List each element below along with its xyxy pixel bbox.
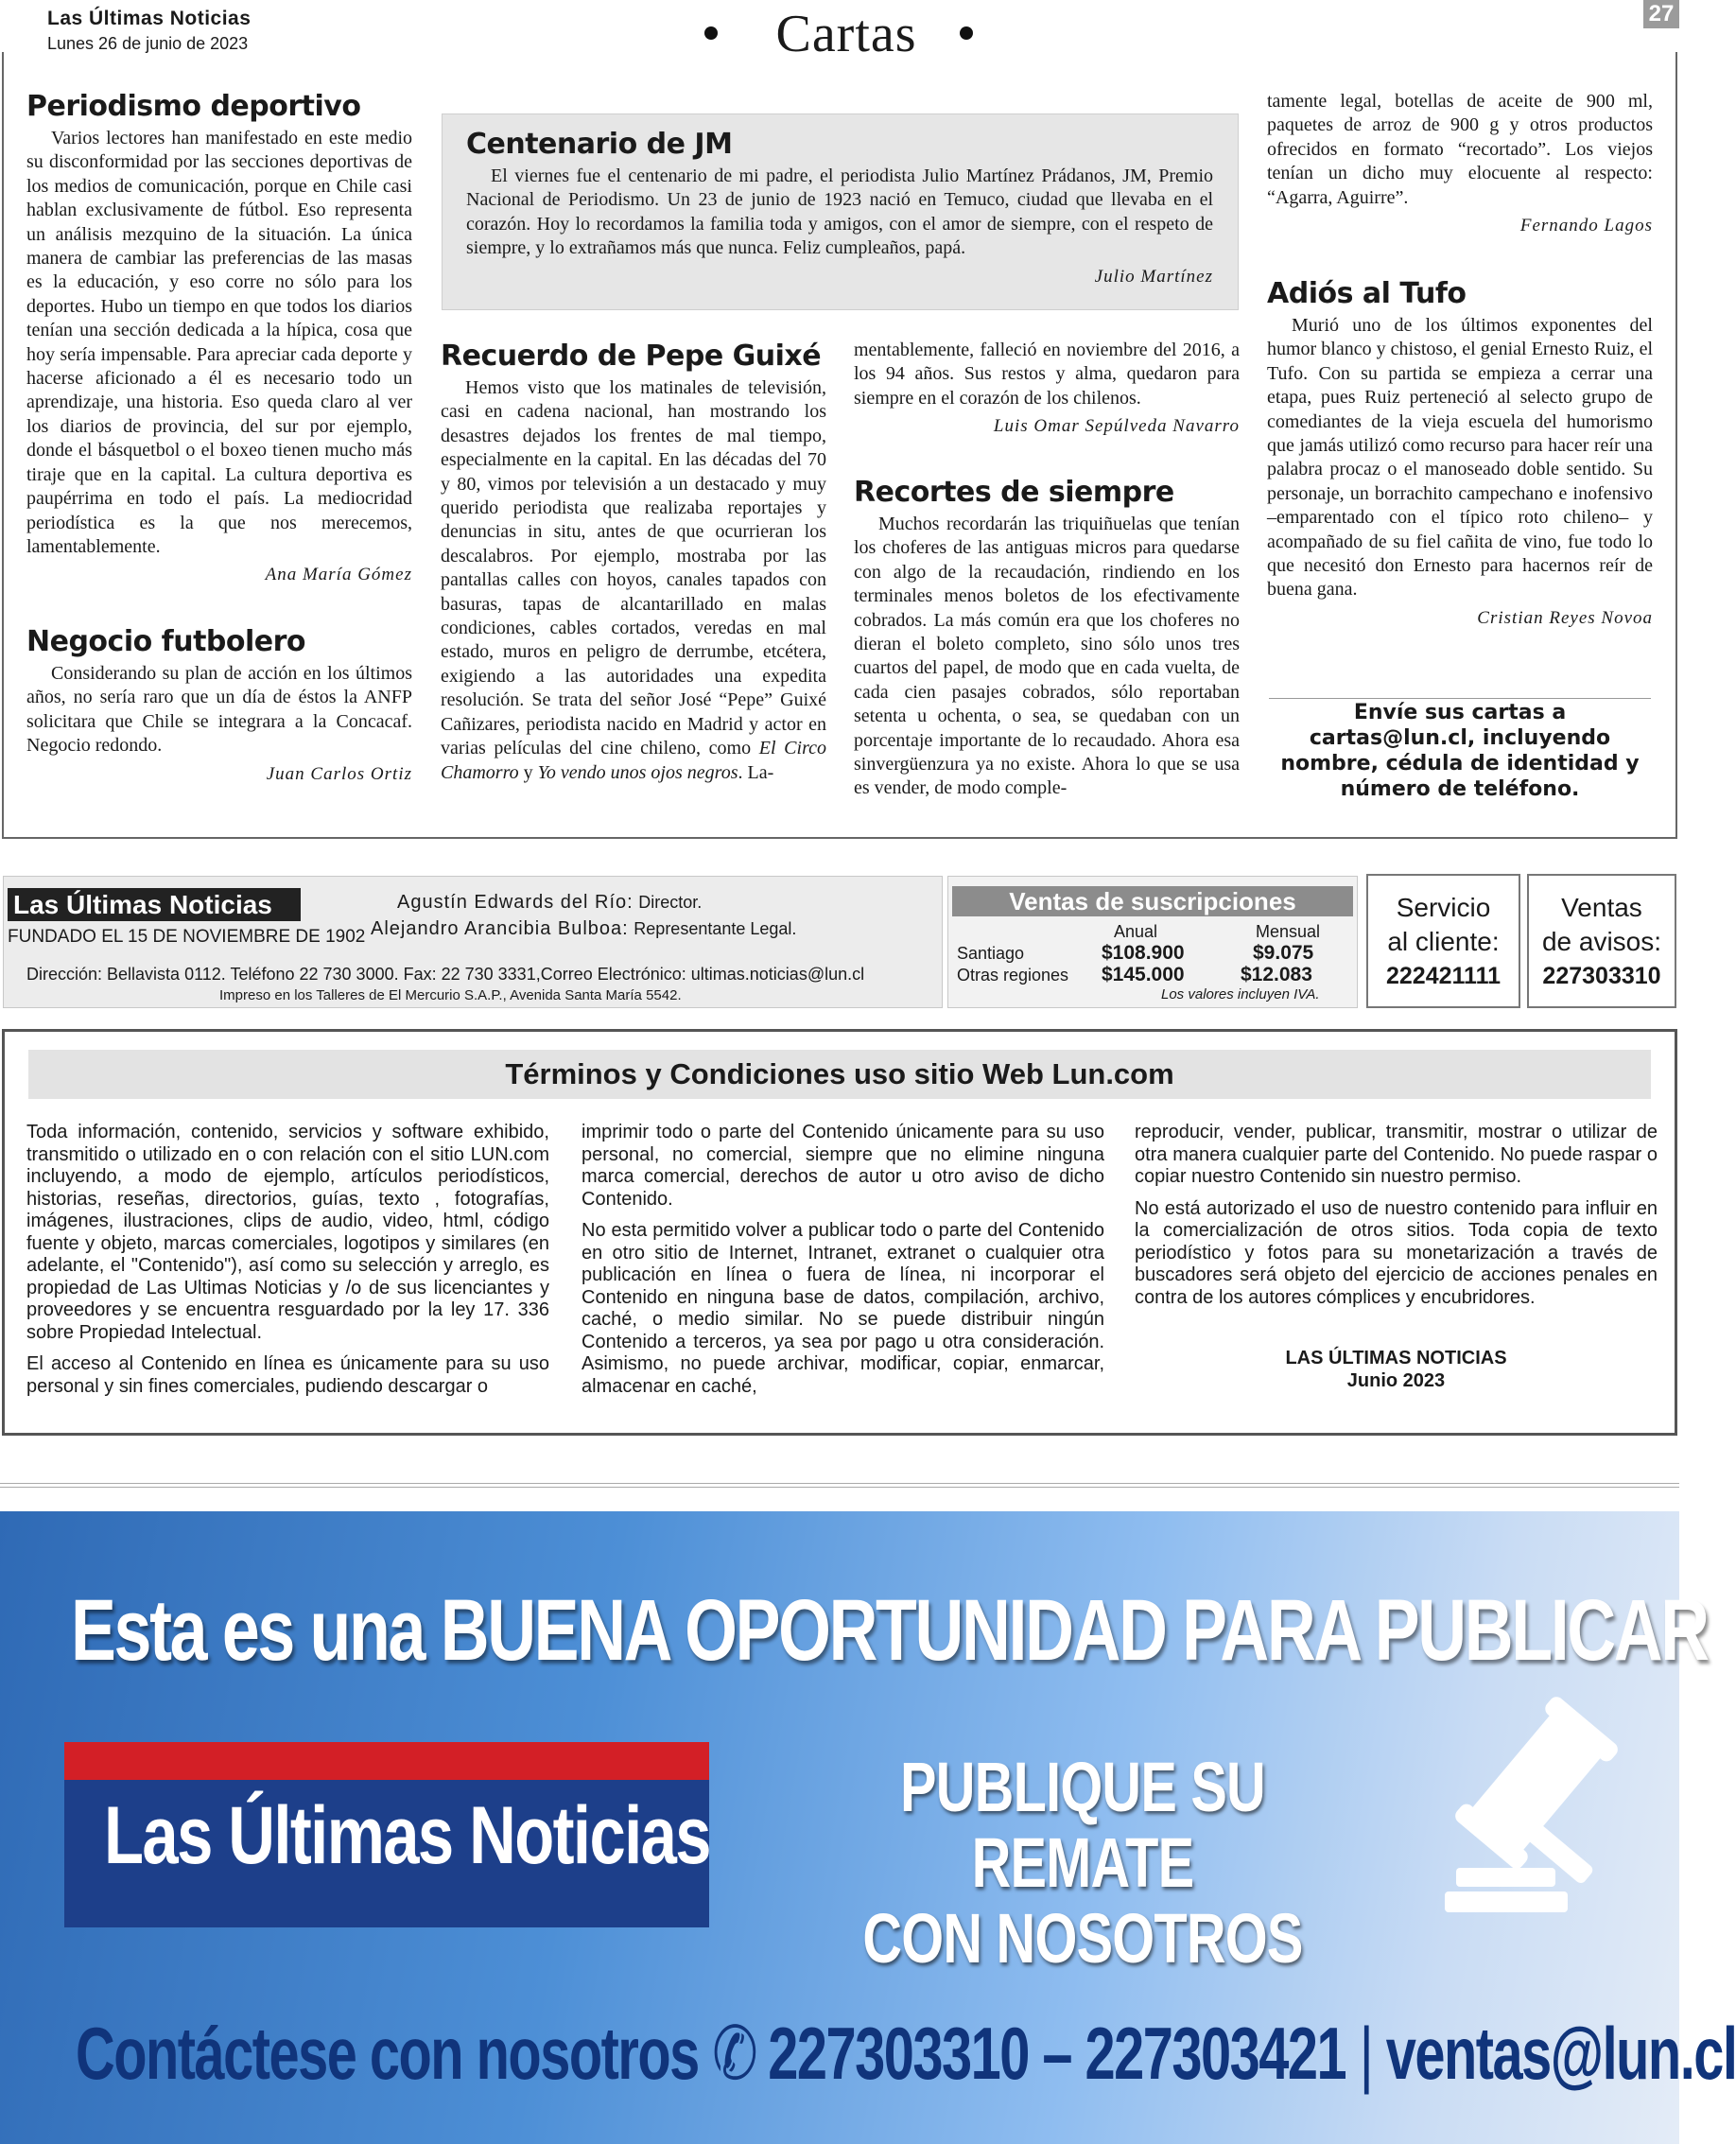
letter-body: Muchos recordarán las triquiñuelas que tenían los choferes de las antiguas micros para quedarse con algo de la recaudación, rindiendo en los terminales menos boletos de los efectivamente cobrados. La más común era que los choferes no dieran el boleto completo, sino sólo unos tres cuartos del papel, de modo que en cada vuelta, de cada cien pasajes cobrados, sólo reportaban setenta u ochenta, o sea, se quedaban con un porcentaje importante de lo recaudado. Ahora esa sinvergüenzura ya no existe. Ahora lo que se usa es vender, de modo comple- <box>854 514 1240 799</box>
terms-col-2 <box>582 1122 1104 1407</box>
letter-signature: Ana María Gómez <box>265 565 412 585</box>
service-label: al cliente: <box>1387 927 1500 956</box>
ad-publique: PUBLIQUE SU REMATE CON NOSOTROS <box>862 1748 1303 1978</box>
bullet-icon <box>960 26 973 40</box>
page-number: 27 <box>1643 0 1679 28</box>
letter-body: El viernes fue el centenario de mi padre, el periodista Julio Martínez Prádanos, JM, Premio Nacional de Periodismo. Un 23 de junio de 1923 nació en Temuco, ciudad que llevaba en el corazón. Hoy lo recordamos la familia toda y amigos, con el amor de siempre, con el respeto de siempre, y lo extrañamos más que nunca. Feliz cumpleaños, papá. <box>466 166 1213 259</box>
director-line: Agustín Edwards del Río: Director. <box>397 892 703 913</box>
logo-red-band <box>64 1742 709 1780</box>
letter-recortes-continued <box>1267 90 1653 237</box>
price-monthly-santiago: $9.075 <box>1253 942 1314 964</box>
customer-service-box <box>1366 874 1520 1008</box>
printed-line: Impreso en los Talleres de El Mercurio S.A.P., Avenida Santa María 5542. <box>219 987 682 1003</box>
contact-phones: 227303310 – 227303421 <box>768 2012 1346 2095</box>
letter-body: Hemos visto que los matinales de televisión, casi en cadena nacional, han mostrando los desastres dejados los frentes de mal tiempo, especialmente en la capital. En las décadas del 70 y 80, vimos por televisión a un destacado y muy querido periodista que realizaba reportajes y denuncias in situ, antes de que ocurrieran los descalabros. Por ejemplo, mostraba por las pantallas calles con hoyos, canales tapados con basuras, tapas de alcantarillado en malas condiciones, cables cortados, veredas en mal estado, muros en peligro de derrumbe, etcétera, exigiendo a las autoridades una expedita resolución. Se trata del señor José “Pepe” Guixé Cañizares, periodista nacido en Madrid y actor en varias películas del cine chileno, como El Circo Chamorro y Yo vendo unos ojos negros. La- <box>441 377 826 783</box>
masthead-date: Lunes 26 de junio de 2023 <box>47 34 249 53</box>
col-annual: Anual <box>1114 922 1158 941</box>
letter-signature: Luis Omar Sepúlveda Navarro <box>993 416 1240 437</box>
letter-title: Recuerdo de Pepe Guixé <box>441 340 822 373</box>
letter-signature: Julio Martínez <box>1094 266 1213 287</box>
letter-signature: Fernando Lagos <box>1519 216 1653 236</box>
send-letters-note: Envíe sus cartas a cartas@lun.cl, incluyendo nombre, cédula de identidad y número de teléfono. <box>1280 701 1640 801</box>
iva-note: Los valores incluyen IVA. <box>1161 986 1320 1002</box>
service-phone: 222421111 <box>1386 963 1501 989</box>
divider <box>0 1487 1679 1488</box>
contact-label: Contáctese con nosotros <box>76 2012 699 2095</box>
terms-signature: LAS ÚLTIMAS NOTICIAS Junio 2023 <box>1285 1348 1507 1391</box>
lun-logo: Las Últimas Noticias <box>8 888 301 921</box>
service-label: Servicio <box>1396 893 1491 922</box>
letter-title: Centenario de JM <box>466 128 733 161</box>
letter-body-continued: mentablemente, falleció en noviembre del 2016, a los 94 años. Sus restos y alma, quedaron para siempre en el corazón de los chilenos. <box>854 340 1240 409</box>
terms-paragraph: El acceso al Contenido en línea es únicamente para su uso personal y sin fines comerciales, pudiendo descargar o <box>26 1353 549 1397</box>
founded-line: FUNDADO EL 15 DE NOVIEMBRE DE 1902 <box>8 927 366 947</box>
letter-signature: Juan Carlos Ortiz <box>266 763 412 784</box>
terms-col-3 <box>1135 1122 1658 1392</box>
terms-paragraph: No está autorizado el uso de nuestro contenido para influir en la comercialización de otros sitios. Toda copia de texto periodístico y fotos para su monetarización a través de buscadores será objeto del ejercicio de acciones penales en contra de los autores cómplices y encubridores. <box>1135 1197 1658 1308</box>
letter-periodismo-deportivo <box>26 89 412 587</box>
letter-negocio-futbolero <box>26 624 412 786</box>
ads-label: Ventas <box>1561 893 1642 922</box>
letter-body: Murió uno de los últimos exponentes del humor blanco y chistoso, el genial Ernesto Ruiz, el Tufo. Con su partida se empieza a cerrar una etapa, pues Ruiz perteneció al selecto grupo de comediantes de la vieja escuela del humorismo que jamás utilizó como recurso para hacer reír una palabra procaz o el manoseado doble sentido. Su personaje, un borrachito campechano e inofensivo –emparentado con el típico roto chileno– y acompañado de su fiel cañita de vino, fue todo lo que necesitó don Ernesto para hacernos reír de buena gana. <box>1267 315 1653 601</box>
letter-continuation <box>854 339 1240 439</box>
letter-title: Recortes de siempre <box>854 476 1174 509</box>
separator: | <box>1359 2012 1386 2095</box>
price-monthly-otras: $12.083 <box>1241 964 1312 985</box>
price-annual-santiago: $108.900 <box>1102 942 1185 964</box>
terms-paragraph: Toda información, contenido, servicios y software exhibido, transmitido o utilizado en o con relación con el sitio LUN.com incluyendo, a modo de ejemplo, artículos periodísticos, historias, reseñas, directorios, guías, texto , fotografías, imágenes, ilustraciones, clips de audio, video, html, código fuente y objeto, marcas comerciales, logotipos y similares (en adelante, el "Contenido"), así como su selección y arreglo, es propiedad de Las Ultimas Noticias y /o de sus licenciantes y proveedores y se encuentra resguardado por la ley 17. 336 sobre Propiedad Intelectual. <box>26 1122 549 1343</box>
letter-title: Adiós al Tufo <box>1267 277 1467 310</box>
divider <box>0 1483 1679 1484</box>
ad-sales-box <box>1527 874 1676 1008</box>
letter-recortes-de-siempre <box>854 475 1240 801</box>
masthead-paper-name: Las Últimas Noticias <box>47 8 252 29</box>
film-title: El Circo Chamorro <box>441 738 826 783</box>
ad-contact-line <box>76 2011 1736 2097</box>
letter-adios-al-tufo <box>1267 276 1653 630</box>
region-santiago: Santiago <box>957 944 1025 963</box>
section-title: Cartas <box>775 5 917 63</box>
terms-title: Términos y Condiciones uso sitio Web Lun.com <box>28 1050 1651 1099</box>
letter-title: Periodismo deportivo <box>26 90 361 123</box>
terms-col-1 <box>26 1122 549 1407</box>
ads-phone: 227303310 <box>1542 963 1661 989</box>
phone-icon: ✆ <box>712 2012 757 2095</box>
terms-paragraph: No esta permitido volver a publicar todo o parte del Contenido en otro sitio de Internet, Intranet, extranet o cualquier otra publicación en línea o fuera de línea, ni incorporar el Contenido en ninguna base de datos, compilación, archivo, caché, o medio similar. No se puede distribuir ningún Contenido a terceros, ya sea por pago u otra consideración. Asimismo, no puede archivar, modificar, copiar, enmarcar, almacenar en caché, <box>582 1220 1104 1397</box>
price-annual-otras: $145.000 <box>1102 964 1185 985</box>
letter-recuerdo-pepe-guixe <box>441 339 826 785</box>
ads-label: de avisos: <box>1541 927 1662 956</box>
terms-paragraph: imprimir todo o parte del Contenido únicamente para su uso personal, no comercial, siempre que no elimine ninguna marca comercial, derechos de autor u otro aviso de dicho Contenido. <box>582 1122 1104 1210</box>
letter-body: Considerando su plan de acción en los últimos años, no sería raro que un día de éstos la ANFP solicitara que Chile se integrara a la Concacaf. Negocio redondo. <box>26 663 412 757</box>
letter-body: Varios lectores han manifestado en este medio su disconformidad por las secciones deportivas de los medios de comunicación, porque en Chile casi hablan exclusivamente de fútbol. Eso representa un análisis mezquino de la situación. La única manera de cambiar las preferencias de las masas es la educación, y eso corre no sólo para los deportes. Hubo un tiempo en que todos los diarios tenían una sección dedicada a la hípica, cosa que hoy sería impensable. Para apreciar cada deporte y hacerse aficionado a él es necesario todo un aprendizaje, una historia. Eso queda claro al ver los diarios de provincia, del sur por ejemplo, donde el básquetbol o el boxeo tienen mucho más tiraje que en la capital. La cultura deportiva es paupérrima en todo el país. La mediocridad periodística es la que nos merecemos, lamentablemente. <box>26 128 412 557</box>
gavel-icon <box>1437 1702 1641 1920</box>
letter-title: Negocio futbolero <box>26 625 306 658</box>
film-title: Yo vendo unos ojos negros <box>537 761 738 783</box>
col-monthly: Mensual <box>1256 922 1321 941</box>
legal-rep-line: Alejandro Arancibia Bulboa: Representante Legal. <box>371 918 797 939</box>
letter-signature: Cristian Reyes Novoa <box>1477 607 1653 628</box>
letter-body-continued: tamente legal, botellas de aceite de 900 ml, paquetes de arroz de 900 g y otros productos ofrecidos en formato “recortado”. Los viejos tenían un dicho muy elocuente al respecto: “Agarra, Aguirre”. <box>1267 91 1653 208</box>
subscriptions-title: Ventas de suscripciones <box>952 886 1353 916</box>
address-line: Dirección: Bellavista 0112. Teléfono 22 730 3000. Fax: 22 730 3331,Correo Electrónico: ultimas.noticias@lun.cl <box>26 965 865 984</box>
region-otras: Otras regiones <box>957 966 1069 985</box>
ad-headline: Esta es una BUENA OPORTUNIDAD PARA PUBLICAR <box>71 1582 1708 1679</box>
contact-email[interactable]: ventas@lun.cl <box>1385 2012 1736 2095</box>
letter-centenario-jm <box>466 127 1213 288</box>
divider <box>1269 698 1651 699</box>
terms-paragraph: reproducir, vender, publicar, transmitir, mostrar o utilizar de otra manera cualquier parte del Contenido. No puede raspar o copiar nuestro Contenido sin nuestro permiso. <box>1135 1122 1658 1187</box>
ad-lun-logo: Las Últimas Noticias <box>104 1790 710 1881</box>
